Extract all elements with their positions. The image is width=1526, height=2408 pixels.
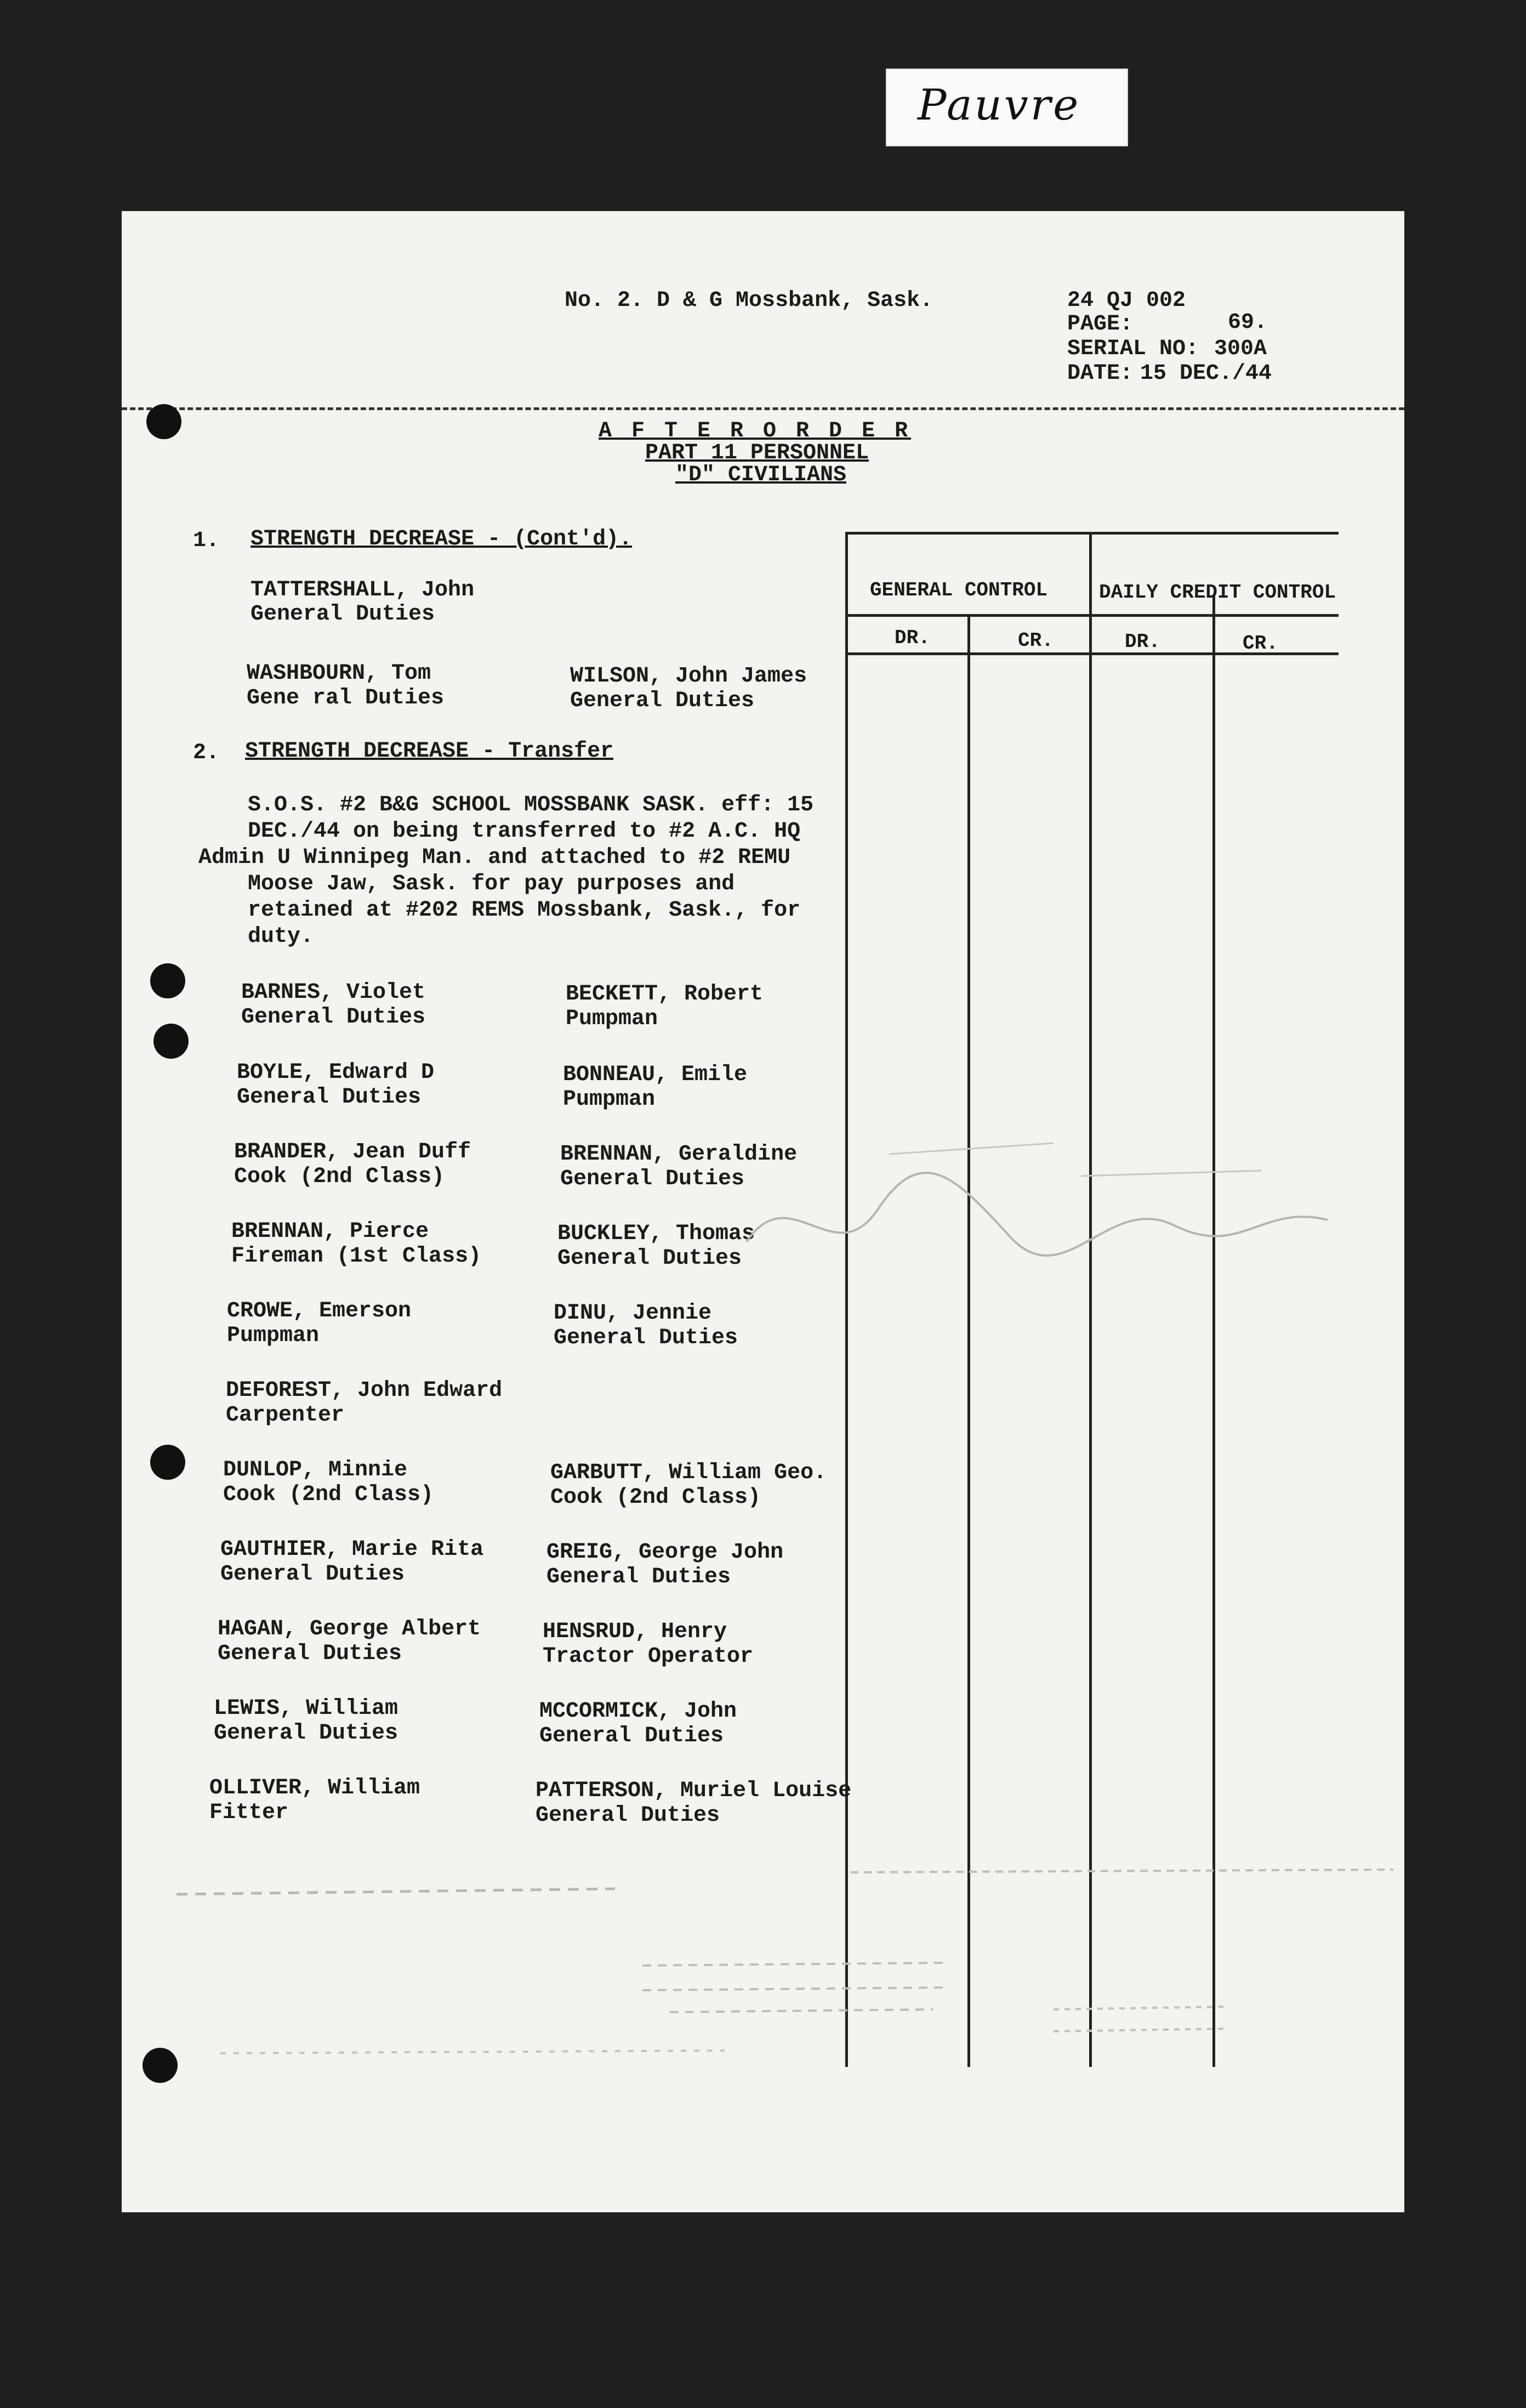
personnel-duty: General Duties xyxy=(237,1085,422,1110)
cr-column-header: CR. xyxy=(1243,632,1278,655)
bleed-through-scribble xyxy=(725,1110,1355,1286)
personnel-duty: General Duties xyxy=(557,1246,742,1271)
personnel-name: CROWE, Emerson xyxy=(227,1299,412,1324)
personnel-duty: Cook (2nd Class) xyxy=(550,1485,761,1510)
personnel-name: OLLIVER, William xyxy=(209,1776,420,1801)
punch-hole xyxy=(153,1024,189,1059)
personnel-name: DUNLOP, Minnie xyxy=(223,1458,408,1483)
entry-duty: Gene ral Duties xyxy=(247,686,445,711)
personnel-duty: Tractor Operator xyxy=(543,1644,754,1669)
unit-name: No. 2. D & G Mossbank, Sask. xyxy=(565,288,933,313)
personnel-name: GREIG, George John xyxy=(546,1540,784,1565)
page-number: 69. xyxy=(1228,310,1268,335)
order-category: "D" CIVILIANS xyxy=(675,463,847,487)
dr-column-header: DR. xyxy=(1125,631,1160,653)
personnel-duty: General Duties xyxy=(560,1167,745,1191)
personnel-duty: Pumpman xyxy=(563,1087,656,1112)
punch-hole xyxy=(150,1445,185,1480)
section-1-number: 1. xyxy=(193,529,220,553)
personnel-name: GAUTHIER, Marie Rita xyxy=(220,1537,484,1562)
paragraph-line: duty. xyxy=(248,924,314,949)
paragraph-line: DEC./44 on being transferred to #2 A.C. HQ xyxy=(248,819,801,844)
personnel-name: BECKETT, Robert xyxy=(566,982,764,1007)
personnel-name: BONNEAU, Emile xyxy=(563,1063,748,1087)
personnel-name: LEWIS, William xyxy=(214,1696,398,1721)
date-value: 15 DEC./44 xyxy=(1140,361,1272,386)
date-label: DATE: xyxy=(1067,361,1134,386)
serial-label: SERIAL NO: xyxy=(1067,337,1199,361)
personnel-name: DINU, Jennie xyxy=(554,1301,712,1326)
personnel-duty: General Duties xyxy=(220,1562,405,1587)
personnel-duty: General Duties xyxy=(546,1565,731,1589)
table-header-rule xyxy=(845,614,1339,617)
personnel-name: BRENNAN, Pierce xyxy=(231,1219,429,1244)
cr-column-header: CR. xyxy=(1018,629,1054,652)
personnel-duty: Fireman (1st Class) xyxy=(231,1244,482,1269)
paragraph-line: S.O.S. #2 B&G SCHOOL MOSSBANK SASK. eff: 15 xyxy=(248,793,814,817)
punch-hole xyxy=(143,2048,178,2083)
entry-name: WASHBOURN, Tom xyxy=(247,661,431,686)
page-label: PAGE: xyxy=(1067,312,1134,337)
personnel-duty: General Duties xyxy=(539,1724,724,1748)
order-title: A F T E R O R D E R xyxy=(599,419,912,444)
entry-name: TATTERSHALL, John xyxy=(250,578,475,603)
serial-number: 300A xyxy=(1214,337,1267,361)
transfer-paragraph xyxy=(182,792,933,950)
general-control-header: GENERAL CONTROL xyxy=(870,579,1048,601)
personnel-duty: General Duties xyxy=(241,1005,426,1030)
document-page xyxy=(122,211,1404,2212)
personnel-duty: General Duties xyxy=(218,1642,402,1666)
personnel-duty: Cook (2nd Class) xyxy=(234,1165,445,1189)
personnel-name: HAGAN, George Albert xyxy=(218,1617,481,1642)
section-2-heading: STRENGTH DECREASE - Transfer xyxy=(245,739,614,764)
reference-code: 24 QJ 002 xyxy=(1067,288,1186,313)
table-top-rule xyxy=(845,532,1339,535)
daily-credit-control-header: DAILY CREDIT CONTROL xyxy=(1099,581,1336,604)
paragraph-line: Admin U Winnipeg Man. and attached to #2 REMU xyxy=(198,845,791,870)
personnel-name: BOYLE, Edward D xyxy=(237,1060,435,1085)
personnel-name: BARNES, Violet xyxy=(241,980,426,1005)
personnel-duty: Cook (2nd Class) xyxy=(223,1483,434,1507)
entry-name: WILSON, John James xyxy=(570,664,807,689)
personnel-name: GARBUTT, William Geo. xyxy=(550,1461,827,1485)
entry-duty: General Duties xyxy=(570,689,755,713)
personnel-duty: Fitter xyxy=(209,1801,289,1825)
order-part: PART 11 PERSONNEL xyxy=(645,441,869,465)
personnel-name: MCCORMICK, John xyxy=(539,1699,737,1724)
personnel-duty: General Duties xyxy=(214,1721,398,1746)
personnel-name: BRENNAN, Geraldine xyxy=(560,1142,798,1167)
file-label-card xyxy=(886,69,1128,146)
personnel-name: PATTERSON, Muriel Louise xyxy=(536,1779,852,1803)
paragraph-line: retained at #202 REMS Mossbank, Sask., for xyxy=(248,898,801,923)
personnel-duty: General Duties xyxy=(554,1326,738,1350)
personnel-duty: Carpenter xyxy=(226,1403,345,1428)
dr-column-header: DR. xyxy=(895,627,930,649)
personnel-name: BRANDER, Jean Duff xyxy=(234,1140,471,1165)
paragraph-line: Moose Jaw, Sask. for pay purposes and xyxy=(248,872,735,896)
entry-duty: General Duties xyxy=(250,602,435,627)
punch-hole xyxy=(146,404,181,439)
personnel-duty: Pumpman xyxy=(227,1324,320,1348)
file-label-text: Pauvre xyxy=(918,81,1081,130)
punch-hole xyxy=(150,963,185,998)
personnel-duty: General Duties xyxy=(536,1803,720,1828)
personnel-name: HENSRUD, Henry xyxy=(543,1620,727,1644)
section-2-number: 2. xyxy=(193,741,220,765)
personnel-duty: Pumpman xyxy=(566,1007,658,1031)
personnel-name: DEFOREST, John Edward xyxy=(226,1378,503,1403)
section-1-heading: STRENGTH DECREASE - (Cont'd). xyxy=(250,527,633,552)
bleed-through-marks xyxy=(845,1801,1399,2075)
personnel-name: BUCKLEY, Thomas xyxy=(557,1222,755,1246)
perforation-line xyxy=(122,407,1404,410)
